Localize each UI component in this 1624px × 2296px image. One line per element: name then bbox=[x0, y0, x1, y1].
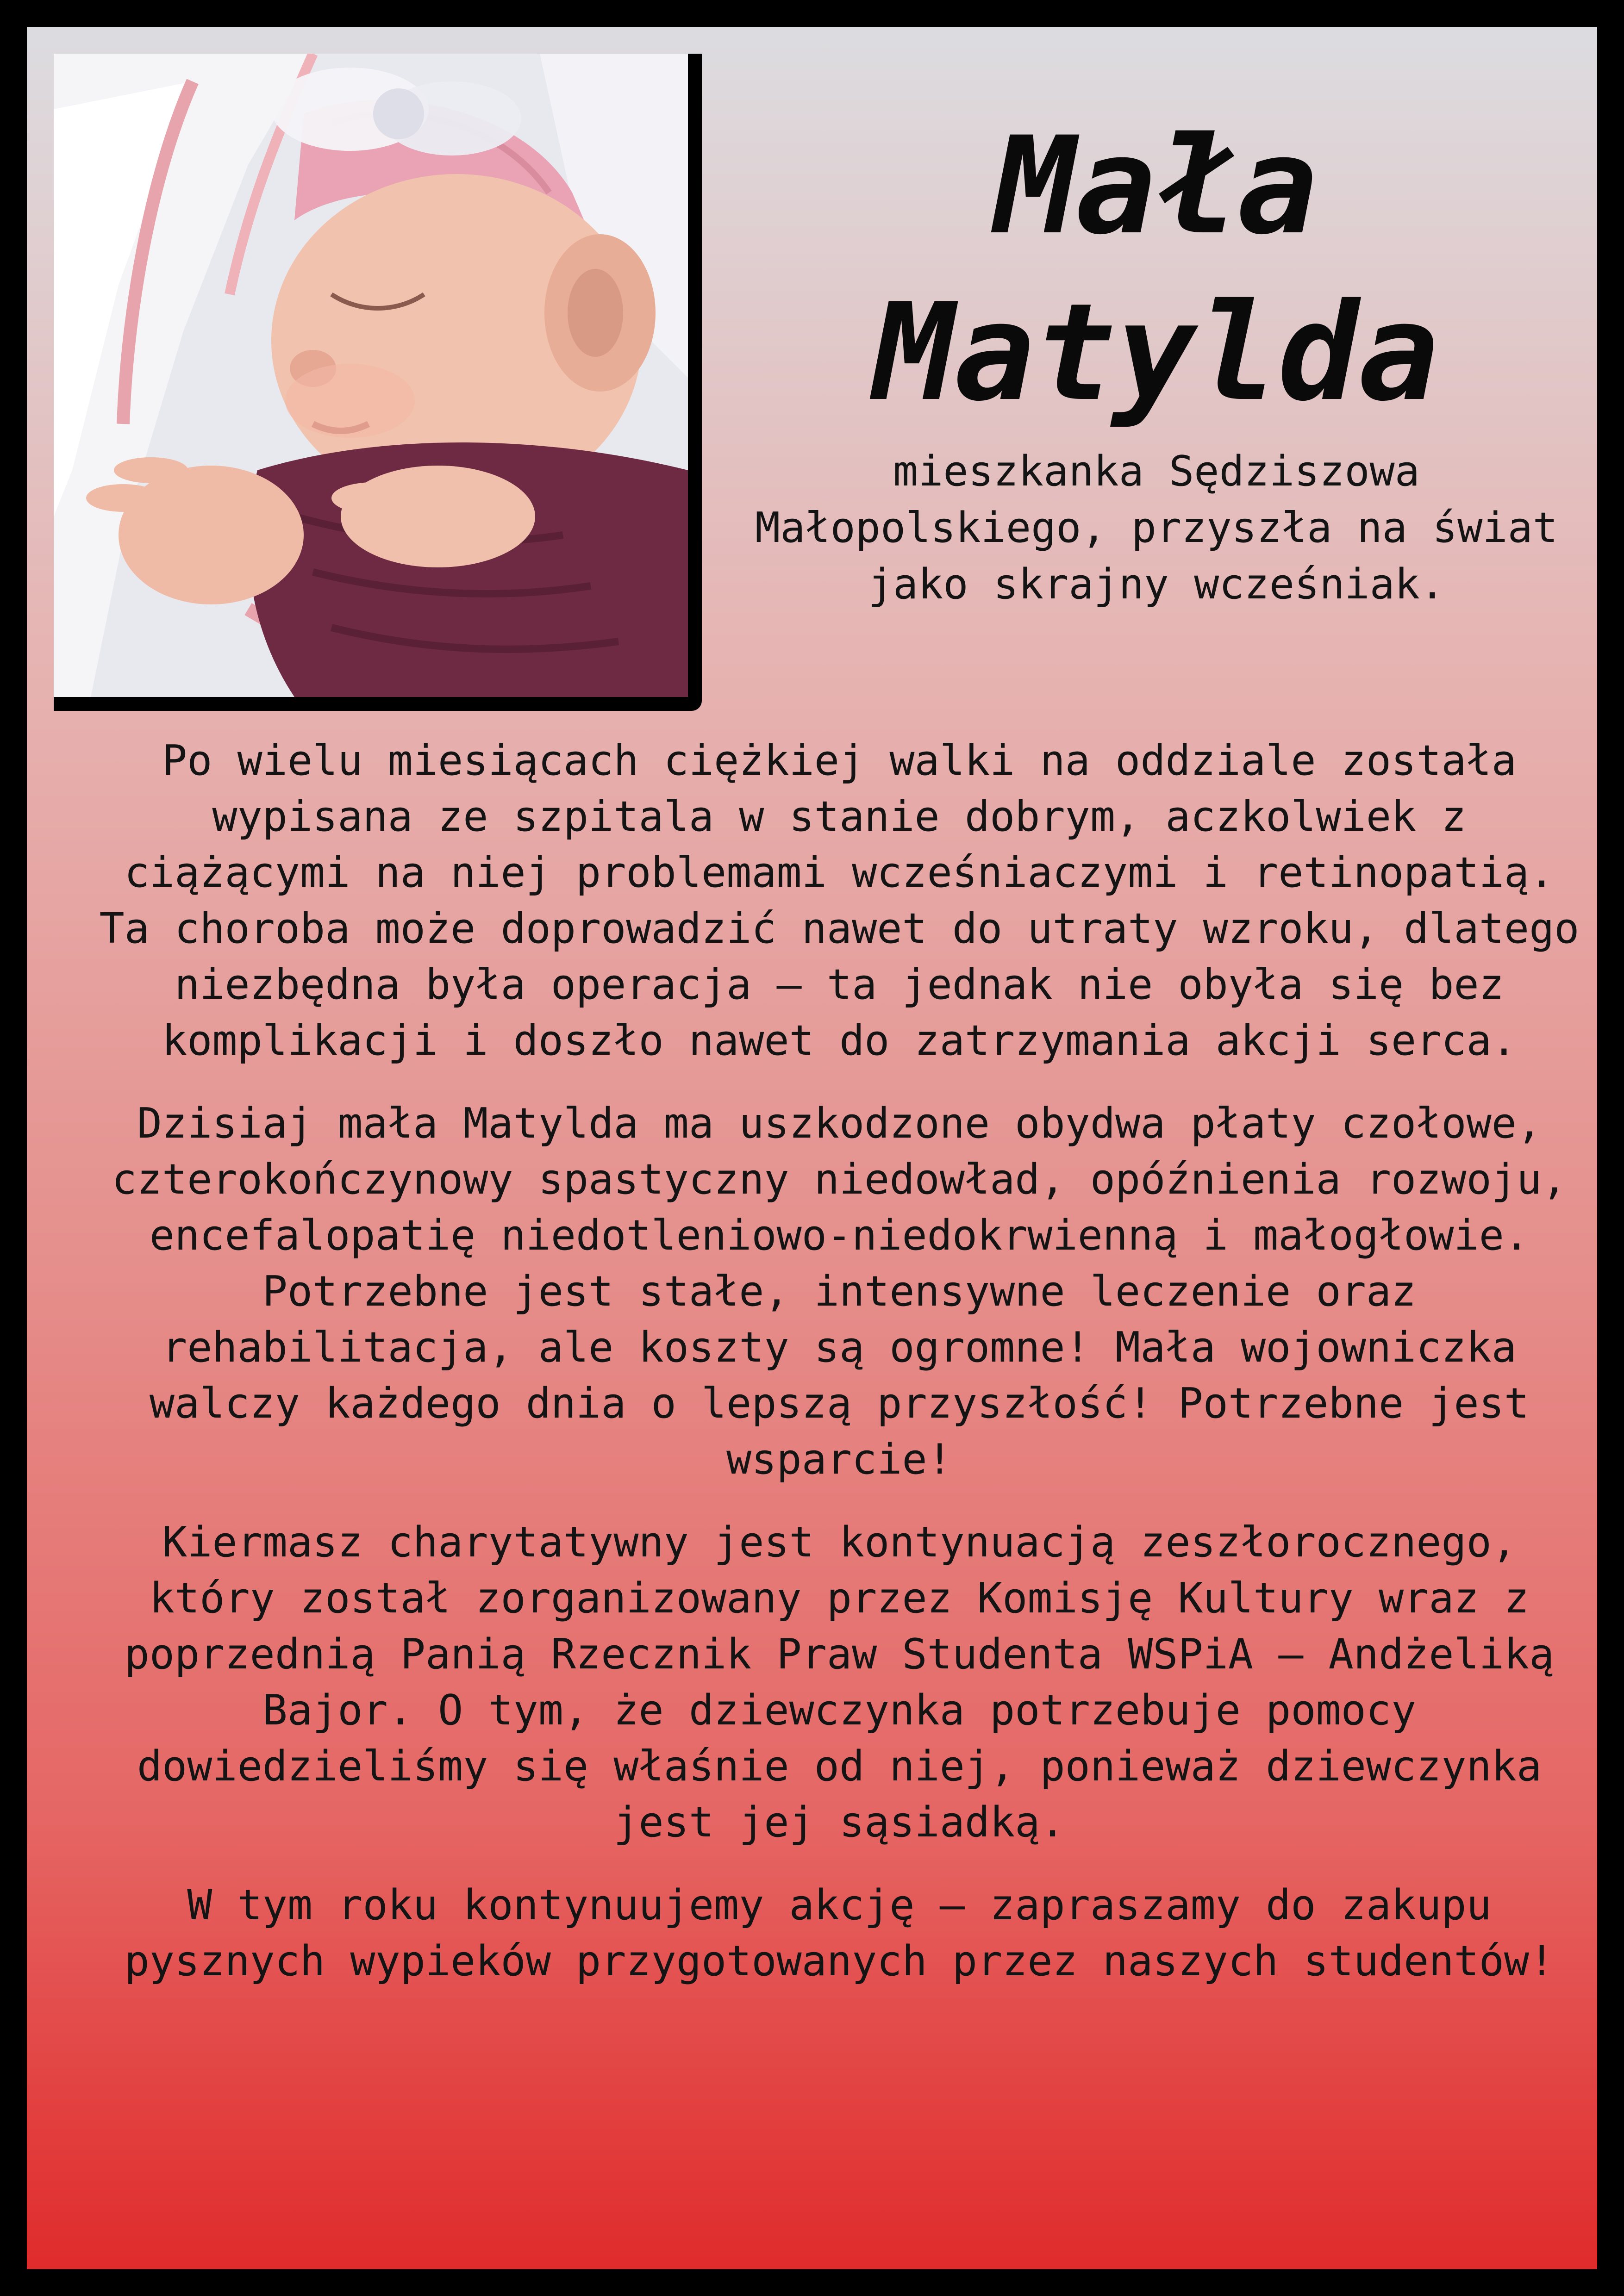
paragraph-invitation: W tym roku kontynuujemy akcję – zapraszamy do zakupu pysznych wypieków przygotowanych przez naszych studentów! bbox=[124, 1881, 1555, 1985]
sleeping-baby-illustration bbox=[54, 54, 688, 697]
title-line-1: Mała bbox=[994, 108, 1318, 264]
gradient-panel bbox=[27, 27, 1597, 2269]
body-text bbox=[96, 733, 1582, 2016]
paragraph-fair-history: Kiermasz charytatywny jest kontynuacją zeszłorocznego, który został zorganizowany przez Komisję Kultury wraz z poprzednią Panią Rzecznik Praw Studenta WSPiA – Andżeliką Bajor. O tym, że dziewczynka potrzebuje pomocy dowiedzieliśmy się właśnie od niej, ponieważ dziewczynka jest jej sąsiadką. bbox=[124, 1518, 1555, 1847]
paragraph-treatment: Po wielu miesiącach ciężkiej walki na oddziale została wypisana ze szpitala w stanie dobrym, aczkolwiek z ciążącymi na niej problemami wcześniaczymi i retinopatią. Ta choroba może doprowadzić nawet do utraty wzroku, dlatego niezbędna była operacja – ta jednak nie obyła się bez komplikacji i doszło nawet do zatrzymania akcji serca. bbox=[99, 736, 1580, 1065]
paragraph-condition: Dzisiaj mała Matylda ma uszkodzone obydwa płaty czołowe, czterokończynowy spastyczny niedowład, opóźnienia rozwoju, encefalopatię niedotleniowo-niedokrwienną i małogłowie. Potrzebne jest stałe, intensywne leczenie oraz rehabilitacja, ale koszty są ogromne! Mała wojowniczka walczy każdego dnia o lepszą przyszłość! Potrzebne jest wsparcie! bbox=[112, 1099, 1567, 1484]
intro-text: mieszkanka Sędziszowa Małopolskiego, przyszła na świat jako skrajny wcześniak. bbox=[755, 447, 1558, 609]
title-line-2: Matylda bbox=[873, 275, 1440, 431]
photo-frame bbox=[54, 54, 702, 711]
baby-photo bbox=[54, 54, 688, 697]
